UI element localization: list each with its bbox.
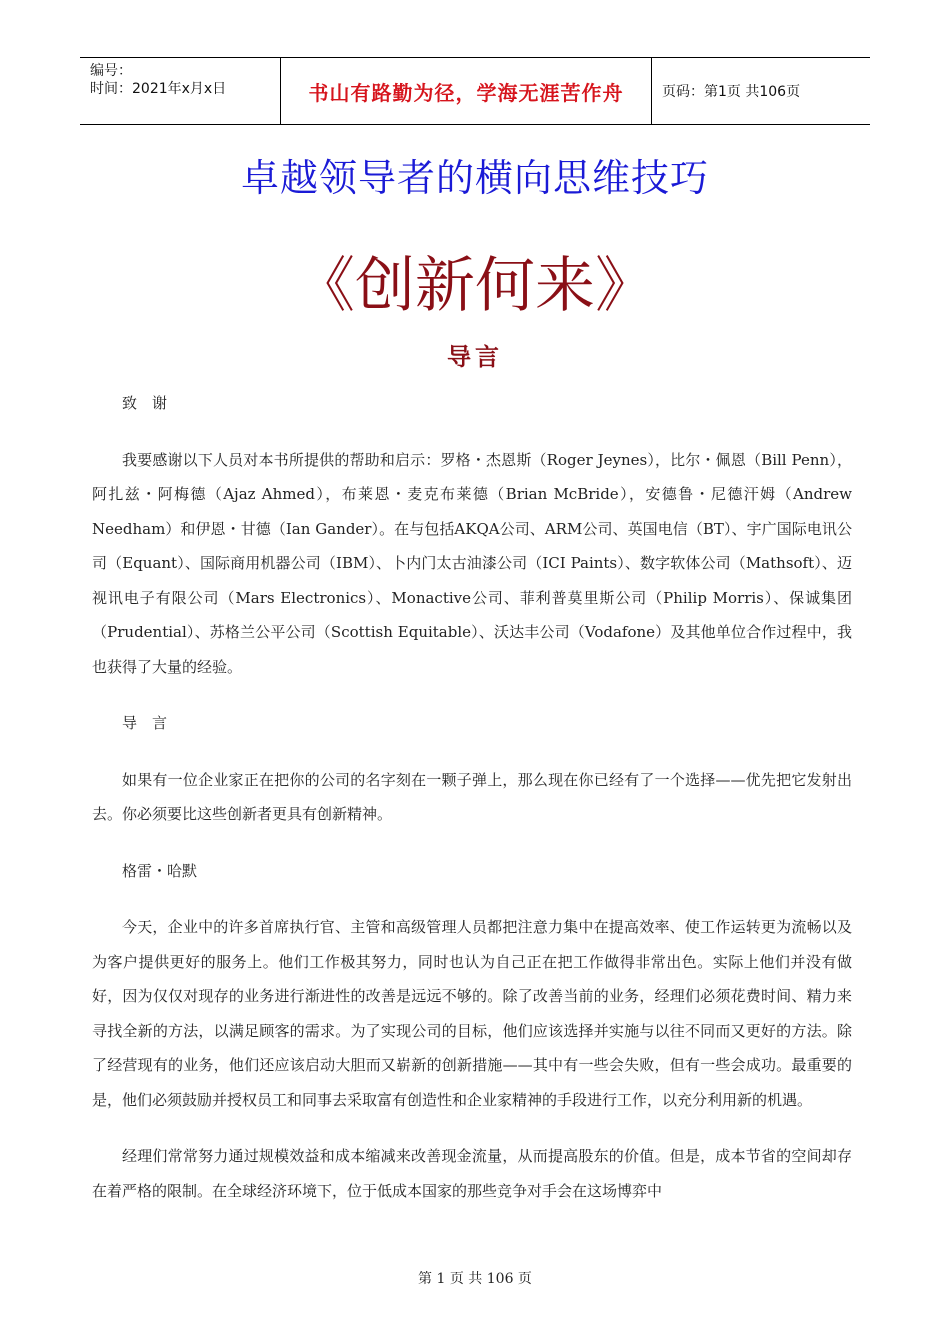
body-paragraph: 经理们常常努力通过规模效益和成本缩减来改善现金流量，从而提高股东的价值。但是，成本节省的空间却存在着严格的限制。在全球经济环境下，位于低成本国家的那些竞争对手会在这场博弈中 [92,1147,852,1200]
header-page-info: 页码：第1页 共106页 [662,84,801,100]
header-table [80,57,870,125]
book-title: 《创新何来》 [295,251,655,321]
acknowledgement-heading: 致 谢 [122,394,168,412]
acknowledgement-paragraph: 我要感谢以下人员对本书所提供的帮助和启示：罗格・杰恩斯（Roger Jeynes），比尔・佩恩（Bill Penn），阿扎兹・阿梅德（Ajaz Ahmed），布莱恩・麦克布莱德（Brian McBride），安德鲁・尼德汗姆（Andrew Needham）和伊恩・甘德（Ian Gander）。在与包括AKQA公司、ARM公司、英国电信（BT）、宇广国际电讯公司（Equant）、国际商用机器公司（IBM）、卜内门太古油漆公司（ICI Paints）、数字软体公司（Mathsoft）、迈视讯电子有限公司（Mars Electronics）、Monactive公司、菲利普莫里斯公司（Philip Morris）、保诚集团（Prudential）、苏格兰公平公司（Scottish Equitable）、沃达丰公司（Vodafone）及其他单位合作过程中，我也获得了大量的经验。 [92,450,852,676]
document-title: 卓越领导者的横向思维技巧 [240,156,709,200]
document-time-label: 时间：2021年x月x日 [90,81,227,97]
body-paragraph: 今天，企业中的许多首席执行官、主管和高级管理人员都把注意力集中在提高效率、使工作运转更为流畅以及为客户提供更好的服务上。他们工作极其努力，同时也认为自己正在把工作做得非常出色。实际上他们并没有做好，因为仅仅对现存的业务进行渐进性的改善是远远不够的。除了改善当前的业务，经理们必须花费时间、精力来寻找全新的方法，以满足顾客的需求。为了实现公司的目标，他们应该选择并实施与以往不同而又更好的方法。除了经营现有的业务，他们还应该启动大胆而又崭新的创新措施——其中有一些会失败，但有一些会成功。最重要的是，他们必须鼓励并授权员工和同事去采取富有创造性和企业家精神的手段进行工作，以充分利用新的机遇。 [92,918,852,1109]
header-motto: 书山有路勤为径，学海无涯苦作舟 [280,58,652,124]
document-body [92,386,852,1208]
page-footer: 第 1 页 共 106 页 [418,1271,532,1287]
document-number-label: 编号： [90,63,132,79]
section-title: 导言 [447,342,503,371]
quote-paragraph: 如果有一位企业家正在把你的公司的名字刻在一颗子弹上，那么现在你已经有了一个选择——优先把它发射出去。你必须要比这些创新者更具有创新精神。 [92,770,852,823]
introduction-heading: 导 言 [122,714,168,732]
header-meta [80,58,280,124]
quote-author: 格雷・哈默 [122,861,198,880]
